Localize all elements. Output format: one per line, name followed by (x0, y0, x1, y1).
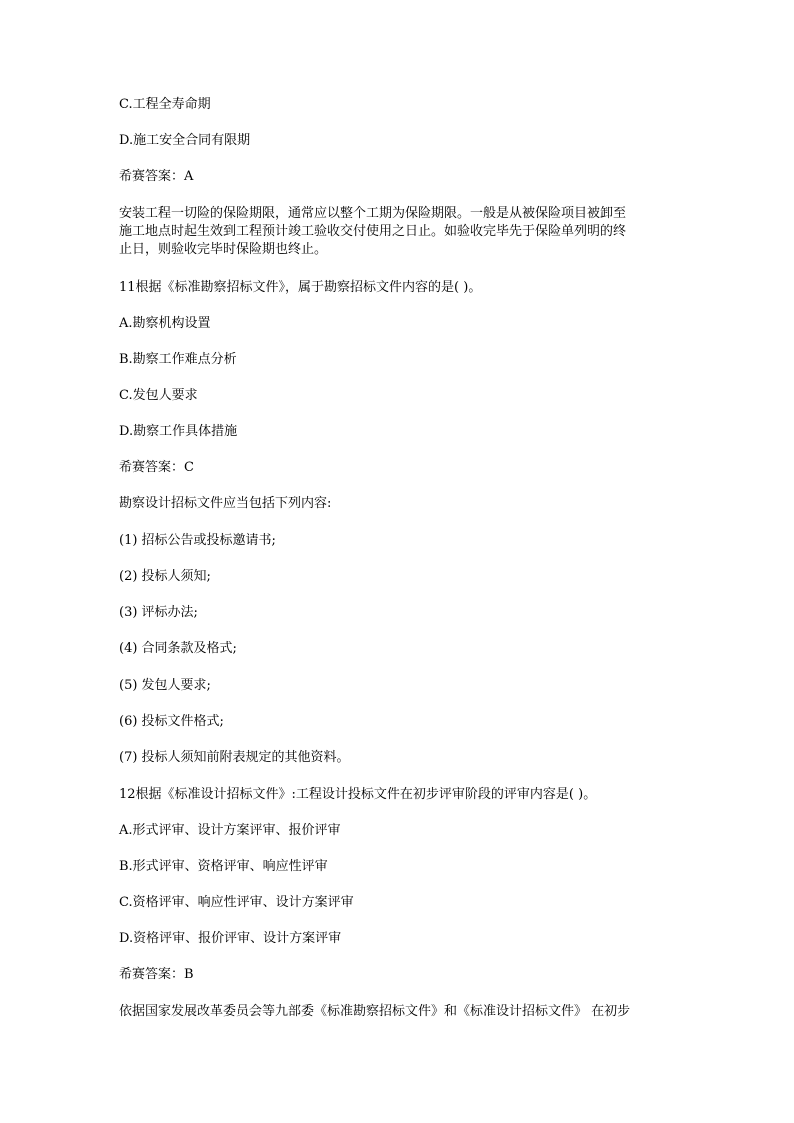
q11-list-item: (5) 发包人要求; (119, 678, 211, 693)
q10-option-c: C.工程全寿命期 (119, 97, 211, 112)
q11-list-item: (7) 投标人须知前附表规定的其他资料。 (119, 750, 350, 765)
q12-option-d: D.资格评审、报价评审、设计方案评审 (119, 931, 342, 946)
q12-explanation: 依据国家发展改革委员会等九部委《标准勘察招标文件》和《标准设计招标文件》 在初步 (119, 1004, 631, 1019)
q12-answer: 希赛答案：B (119, 967, 194, 982)
q11-list-item: (6) 投标文件格式; (119, 714, 224, 729)
q11-list-item: (3) 评标办法; (119, 605, 198, 620)
q10-explanation-line-3: 止日，则验收完毕时保险期也终止。 (119, 242, 328, 257)
q11-answer: 希赛答案：C (119, 460, 194, 475)
q12-question: 12根据《标准设计招标文件》:工程设计投标文件在初步评审阶段的评审内容是( )。 (119, 787, 597, 802)
q10-explanation (119, 205, 679, 259)
q12-option-a: A.形式评审、设计方案评审、报价评审 (119, 823, 341, 838)
q12-option-b: B.形式评审、资格评审、响应性评审 (119, 859, 328, 874)
q10-explanation-line-2: 施工地点时起生效到工程预计竣工验收交付使用之日止。如验收完毕先于保险单列明的终 (119, 224, 627, 239)
q11-list-item: (2) 投标人须知; (119, 569, 211, 584)
q10-answer: 希赛答案：A (119, 169, 194, 184)
q11-option-d: D.勘察工作具体措施 (119, 424, 238, 439)
q12-option-c: C.资格评审、响应性评审、设计方案评审 (119, 895, 354, 910)
q11-option-a: A.勘察机构设置 (119, 316, 211, 331)
q11-question: 11根据《标准勘察招标文件》，属于勘察招标文件内容的是( )。 (119, 280, 482, 295)
q11-explanation-intro: 勘察设计招标文件应当包括下列内容: (119, 496, 332, 511)
q11-option-b: B.勘察工作难点分析 (119, 352, 237, 367)
q11-list-item: (1) 招标公告或投标邀请书; (119, 533, 276, 548)
q11-list-item: (4) 合同条款及格式; (119, 641, 237, 656)
q11-option-c: C.发包人要求 (119, 388, 198, 403)
q10-option-d: D.施工安全合同有限期 (119, 133, 251, 148)
q10-explanation-line-1: 安装工程一切险的保险期限，通常应以整个工期为保险期限。一般是从被保险项目被卸至 (119, 206, 627, 221)
